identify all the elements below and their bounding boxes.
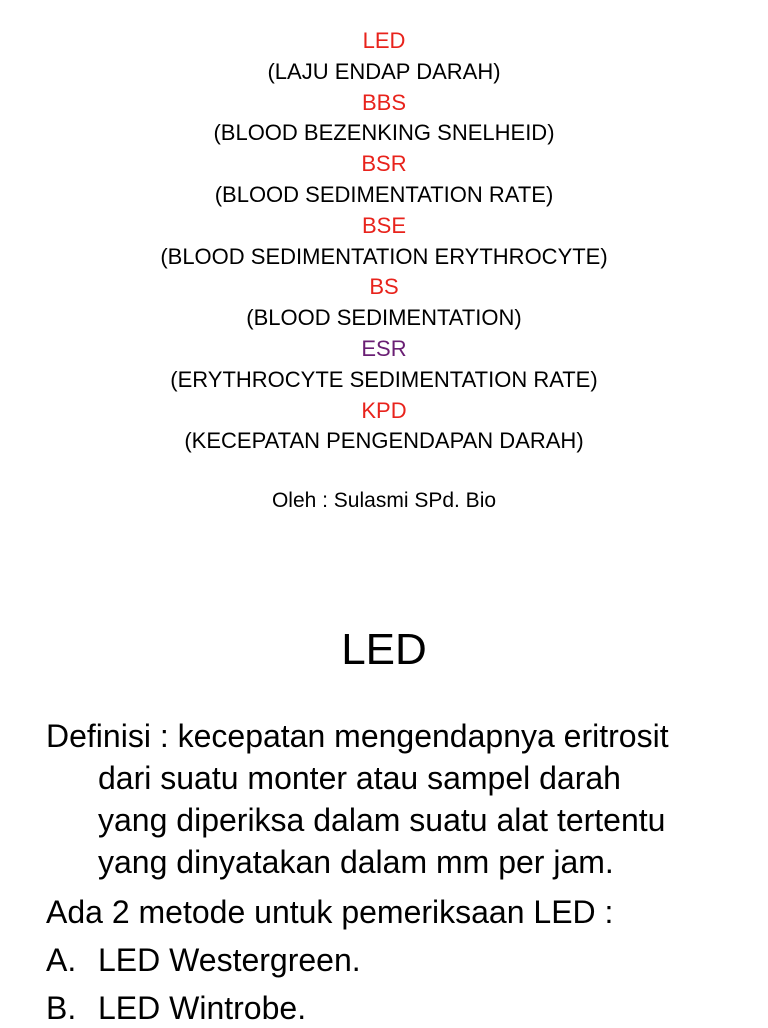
- list-marker-b: B.: [46, 990, 77, 1026]
- abbreviation-bse: BSE: [361, 212, 407, 238]
- expansion-bs: (BLOOD SEDIMENTATION): [246, 305, 522, 331]
- methods-intro: Ada 2 metode untuk pemeriksaan LED :: [46, 894, 614, 930]
- abbreviation-led: LED: [362, 28, 406, 53]
- expansion-led: (LAJU ENDAP DARAH): [267, 58, 501, 84]
- definition-line-2: dari suatu monter atau sampel darah: [98, 760, 621, 796]
- author-credit: Oleh : Sulasmi SPd. Bio: [271, 489, 497, 512]
- method-wintrobe: LED Wintrobe.: [98, 990, 307, 1026]
- abbreviation-kpd: KPD: [361, 397, 407, 423]
- abbreviation-bbs: BBS: [361, 89, 407, 115]
- expansion-esr: (ERYTHROCYTE SEDIMENTATION RATE): [170, 366, 598, 392]
- page-title: LED: [341, 625, 427, 674]
- abbreviation-list: [0, 26, 768, 457]
- definition-line-1: Definisi : kecepatan mengendapnya eritrosit: [46, 718, 669, 754]
- expansion-bsr: (BLOOD SEDIMENTATION RATE): [214, 181, 554, 207]
- list-marker-a: A.: [46, 942, 77, 978]
- expansion-bbs: (BLOOD BEZENKING SNELHEID): [213, 120, 555, 146]
- method-westergreen: LED Westergreen.: [98, 942, 361, 978]
- abbreviation-bs: BS: [369, 274, 399, 300]
- definition-line-4: yang dinyatakan dalam mm per jam.: [98, 844, 614, 880]
- expansion-kpd: (KECEPATAN PENGENDAPAN DARAH): [184, 428, 584, 454]
- abbreviation-bsr: BSR: [361, 151, 407, 177]
- definition-line-3: yang diperiksa dalam suatu alat tertentu: [98, 802, 666, 838]
- expansion-bse: (BLOOD SEDIMENTATION ERYTHROCYTE): [160, 243, 608, 269]
- abbreviation-esr: ESR: [361, 335, 407, 361]
